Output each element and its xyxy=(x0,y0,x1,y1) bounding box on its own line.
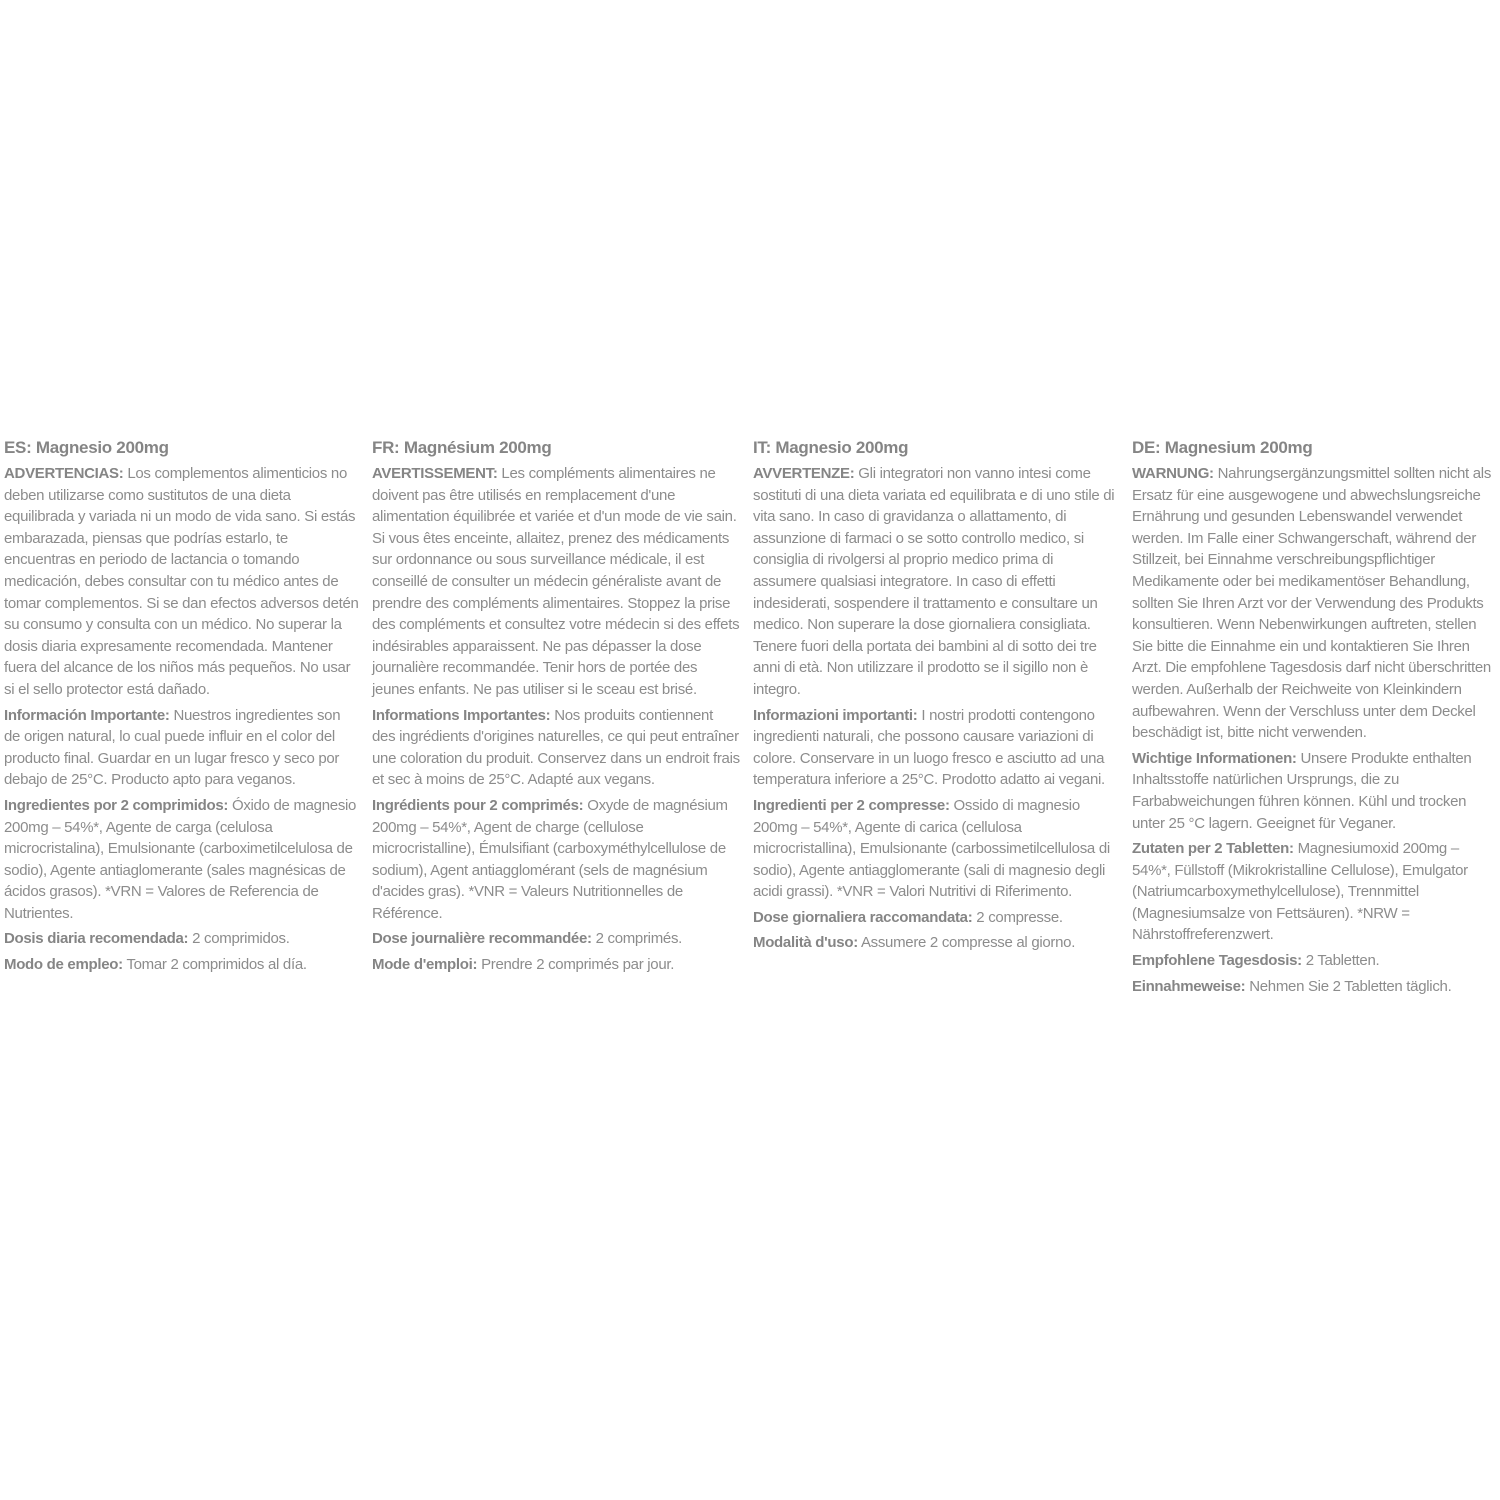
column-title: ES: Magnesio 200mg xyxy=(4,438,169,457)
info-paragraph xyxy=(4,705,359,791)
ingredients-paragraph xyxy=(753,795,1117,903)
dose-paragraph xyxy=(753,907,1117,929)
ingredients-paragraph xyxy=(4,795,359,925)
section-label: Dose journalière recommandée: xyxy=(372,930,592,948)
ingredients-paragraph xyxy=(1132,838,1498,946)
section-label: Informazioni importanti: xyxy=(753,706,918,724)
section-text: Unsere Produkte enthalten Inhaltsstoffe natürlichen Ursprungs, die zu Farbabweichungen führen können. Kühl und trocken unter 25 °C lagern. Geeignet für Veganer. xyxy=(1132,749,1472,832)
column-es xyxy=(4,436,359,980)
column-fr xyxy=(372,436,740,980)
info-paragraph xyxy=(372,705,740,791)
section-text: Nos produits contiennent des ingrédients d'origines naturelles, ce qui peut entraîner une coloration du produit. Conservez dans un endroit frais et sec à moins de 25°C. Adapté aux vegans. xyxy=(372,706,740,789)
section-text: Óxido de magnesio 200mg – 54%*, Agente de carga (celulosa microcristalina), Emulsionante (carboximetilcelulosa de sodio), Agente antiaglomerante (sales magnésicas de ácidos grasos). *VRN = Valores de Referencia de Nutrientes. xyxy=(4,796,357,922)
section-label: Ingredientes por 2 comprimidos: xyxy=(4,796,229,814)
dose-paragraph xyxy=(4,928,359,950)
section-label: Modo de empleo: xyxy=(4,956,123,974)
section-label: Modalità d'uso: xyxy=(753,934,858,952)
section-label: Información Importante: xyxy=(4,706,170,724)
section-text: 2 compresse. xyxy=(972,908,1063,926)
column-title: IT: Magnesio 200mg xyxy=(753,438,909,457)
usage-paragraph xyxy=(372,954,740,976)
section-label: Zutaten per 2 Tabletten: xyxy=(1132,840,1294,858)
section-label: ADVERTENCIAS: xyxy=(4,465,124,482)
section-label: Informations Importantes: xyxy=(372,706,551,724)
section-label: Wichtige Informationen: xyxy=(1132,749,1297,767)
column-de xyxy=(1132,436,1498,1001)
section-text: 2 comprimés. xyxy=(591,930,683,948)
section-text: 2 Tabletten. xyxy=(1301,952,1380,970)
column-title: FR: Magnésium 200mg xyxy=(372,438,552,457)
column-it xyxy=(753,436,1117,958)
column-title: DE: Magnesium 200mg xyxy=(1132,438,1313,457)
section-label: Mode d'emploi: xyxy=(372,956,478,974)
warning-paragraph xyxy=(4,463,359,701)
section-text: Tomar 2 comprimidos al día. xyxy=(122,956,307,974)
section-label: AVVERTENZE: xyxy=(753,465,855,482)
section-text: Assumere 2 compresse al giorno. xyxy=(857,934,1076,952)
dose-paragraph xyxy=(1132,950,1498,972)
section-label: Einnahmeweise: xyxy=(1132,977,1246,995)
warning-paragraph xyxy=(753,463,1117,701)
usage-paragraph xyxy=(753,932,1117,954)
section-text: Nahrungsergänzungsmittel sollten nicht als Ersatz für eine ausgewogene und abwechslungsreiche Ernährung und gesunden Lebenswandel verwendet werden. Im Falle einer Schwangerschaft, während der Stillzeit, bei Einnahme verschreibungspflichtiger Medikamente oder bei medikamentöser Behandlung, sollten Sie Ihren Arzt vor der Verwendung des Produkts konsultieren. Wenn Nebenwirkungen auftreten, stellen Sie bitte die Einnahme ein und kontaktieren Sie Ihren Arzt. Die empfohlene Tagesdosis darf nicht überschritten werden. Außerhalb der Reichweite von Kleinkindern aufbewahren. Wenn der Verschluss unter dem Deckel beschädigt ist, bitte nicht verwenden. xyxy=(1132,465,1492,742)
section-text: I nostri prodotti contengono ingredienti naturali, che possono causare variazioni di colore. Conservare in un luogo fresco e asciutto ad una temperatura inferiore a 25°C. Prodotto adatto ai vegani. xyxy=(753,706,1105,789)
section-label: Ingredienti per 2 compresse: xyxy=(753,796,950,814)
section-text: Prendre 2 comprimés par jour. xyxy=(477,956,675,974)
section-text: Nuestros ingredientes son de origen natural, lo cual puede influir en el color del producto final. Guardar en un lugar fresco y seco por debajo de 25°C. Producto apto para veganos. xyxy=(4,706,341,789)
section-label: WARNUNG: xyxy=(1132,465,1214,482)
section-label: Dose giornaliera raccomandata: xyxy=(753,908,973,926)
section-text: Los complementos alimenticios no deben utilizarse como sustitutos de una dieta equilibrada y variada ni un modo de vida sano. Si estás embarazada, piensas que podrías estarlo, te encuentras en periodo de lactancia o tomando medicación, debes consultar con tu médico antes de tomar complementos. Si se dan efectos adversos detén su consumo y consulta con un médico. No superar la dosis diaria expresamente recomendada. Mantener fuera del alcance de los niños más pequeños. No usar si el sello protector está dañado. xyxy=(4,465,359,698)
warning-paragraph xyxy=(1132,463,1498,744)
info-paragraph xyxy=(1132,748,1498,834)
section-text: 2 comprimidos. xyxy=(188,930,290,948)
section-label: Ingrédients pour 2 comprimés: xyxy=(372,796,584,814)
usage-paragraph xyxy=(1132,976,1498,998)
section-text: Gli integratori non vanno intesi come sostituti di una dieta variata ed equilibrata e di uno stile di vita sano. In caso di gravidanza o allattamento, di assunzione di farmaci o se sotto controllo medico, si consiglia di rivolgersi al proprio medico prima di assumere qualsiasi integratore. In caso di effetti indesiderati, sospendere il trattamento e consultare un medico. Non superare la dose giornaliera consigliata. Tenere fuori della portata dei bambini al di sotto dei tre anni di età. Non utilizzare il prodotto se il sigillo non è integro. xyxy=(753,465,1115,698)
section-text: Magnesiumoxid 200mg – 54%*, Füllstoff (Mikrokristalline Cellulose), Emulgator (Natriumcarboxymethylcellulose), Trennmittel (Magnesiumsalze von Fettsäuren). *NRW = Nährstoffreferenzwert. xyxy=(1132,840,1468,944)
section-label: Empfohlene Tagesdosis: xyxy=(1132,952,1302,970)
warning-paragraph xyxy=(372,463,740,701)
section-text: Oxyde de magnésium 200mg – 54%*, Agent de charge (cellulose microcristalline), Émulsifiant (carboxyméthylcellulose de sodium), Agent antiagglomérant (sels de magnésium d'acides gras). *VNR = Valeurs Nutritionnelles de Référence. xyxy=(372,796,728,922)
usage-paragraph xyxy=(4,954,359,976)
dose-paragraph xyxy=(372,928,740,950)
ingredients-paragraph xyxy=(372,795,740,925)
section-text: Nehmen Sie 2 Tabletten täglich. xyxy=(1245,977,1452,995)
section-label: AVERTISSEMENT: xyxy=(372,465,498,482)
section-text: Ossido di magnesio 200mg – 54%*, Agente di carica (cellulosa microcristallina), Emulsionante (carbossimetilcellulosa di sodio), Agente antiagglomerante (sali di magnesio degli acidi grassi). *VNR = Valori Nutritivi di Riferimento. xyxy=(753,796,1110,901)
info-paragraph xyxy=(753,705,1117,791)
section-text: Les compléments alimentaires ne doivent pas être utilisés en remplacement d'une alimentation équilibrée et variée et d'un mode de vie sain. Si vous êtes enceinte, allaitez, prenez des médicaments sur ordonnance ou sous surveillance médicale, il est conseillé de consulter un médecin généraliste avant de prendre des compléments alimentaires. Stoppez la prise des compléments et consultez votre médecin si des effets indésirables apparaissent. Ne pas dépasser la dose journalière recommandée. Tenir hors de portée des jeunes enfants. Ne pas utiliser si le sceau est brisé. xyxy=(372,465,740,698)
section-label: Dosis diaria recomendada: xyxy=(4,930,189,948)
